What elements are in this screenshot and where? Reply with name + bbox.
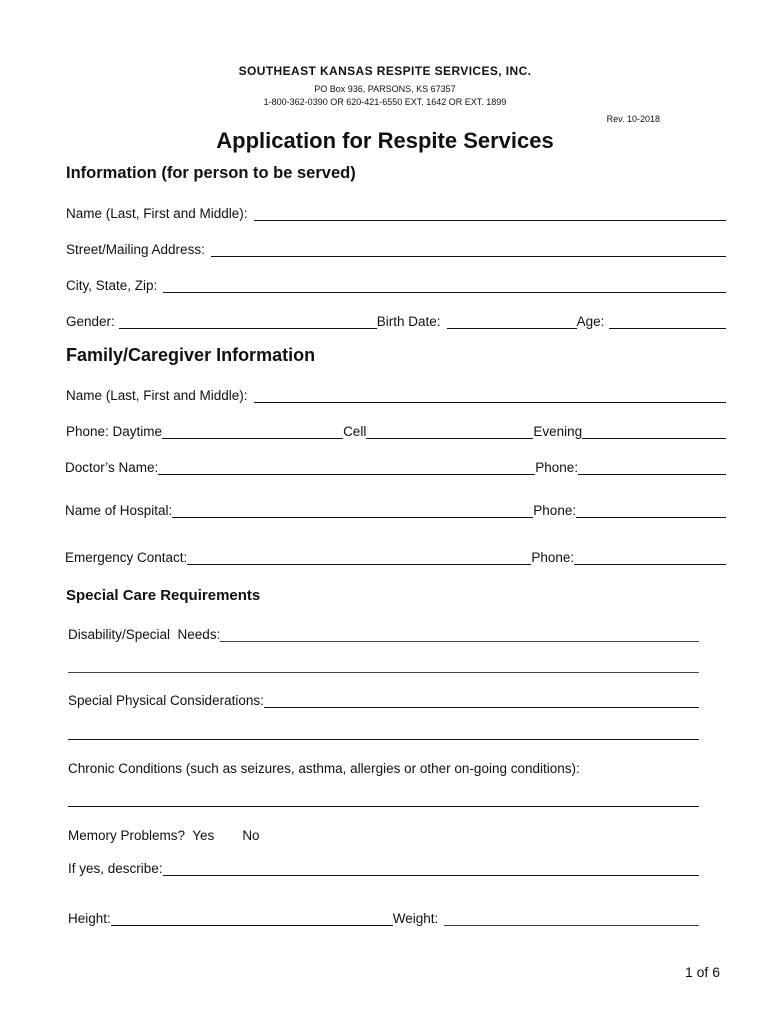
physical-row bbox=[68, 690, 699, 708]
person-city-field[interactable] bbox=[163, 278, 726, 293]
doctor-name-label: Doctor’s Name: bbox=[65, 460, 159, 475]
hospital-row bbox=[65, 500, 726, 518]
disability-label: Disability/Special Needs: bbox=[68, 627, 221, 642]
memory-problems-yes[interactable]: Memory Problems? Yes bbox=[68, 828, 215, 843]
person-name-label: Name (Last, First and Middle): bbox=[66, 206, 248, 221]
emergency-contact-label: Emergency Contact: bbox=[65, 550, 188, 565]
person-name-field[interactable] bbox=[254, 206, 726, 221]
emergency-row bbox=[65, 547, 726, 565]
hospital-phone-label: Phone: bbox=[533, 503, 577, 518]
chronic-row bbox=[68, 758, 699, 776]
describe-label: If yes, describe: bbox=[68, 861, 163, 876]
gender-field[interactable] bbox=[119, 314, 377, 329]
physical-extra-line[interactable] bbox=[68, 739, 699, 740]
gender-label: Gender: bbox=[66, 314, 115, 329]
person-address-row bbox=[66, 239, 726, 257]
organization-name: SOUTHEAST KANSAS RESPITE SERVICES, INC. bbox=[238, 64, 532, 78]
organization-address: PO Box 936, PARSONS, KS 67357 bbox=[314, 84, 456, 94]
physical-considerations-field[interactable] bbox=[264, 693, 699, 708]
describe-row bbox=[68, 858, 699, 876]
memory-problems-no[interactable]: No bbox=[242, 828, 260, 843]
section-heading-special-care: Special Care Requirements bbox=[66, 587, 261, 604]
height-label: Height: bbox=[68, 911, 111, 926]
doctor-row bbox=[65, 457, 726, 475]
weight-field[interactable] bbox=[444, 911, 699, 926]
cell-field[interactable] bbox=[366, 424, 533, 439]
disability-field[interactable] bbox=[220, 627, 699, 642]
hospital-name-field[interactable] bbox=[172, 503, 533, 518]
hospital-name-label: Name of Hospital: bbox=[65, 503, 173, 518]
doctor-phone-label: Phone: bbox=[535, 460, 579, 475]
evening-label: Evening bbox=[533, 424, 583, 439]
person-city-row bbox=[66, 275, 726, 293]
disability-row bbox=[68, 624, 699, 642]
memory-row bbox=[68, 825, 699, 843]
person-gender-row bbox=[66, 311, 726, 329]
person-city-label: City, State, Zip: bbox=[66, 278, 158, 293]
caregiver-phone-row bbox=[66, 421, 726, 439]
doctor-phone-field[interactable] bbox=[578, 460, 726, 475]
revision-label: Rev. 10-2018 bbox=[606, 114, 660, 124]
caregiver-name-label: Name (Last, First and Middle): bbox=[66, 388, 248, 403]
person-address-field[interactable] bbox=[211, 242, 726, 257]
evening-field[interactable] bbox=[582, 424, 726, 439]
birth-date-label: Birth Date: bbox=[376, 314, 441, 329]
person-name-row bbox=[66, 203, 726, 221]
age-field[interactable] bbox=[609, 314, 726, 329]
section-heading-person-info: Information (for person to be served) bbox=[66, 164, 356, 182]
section-heading-family: Family/Caregiver Information bbox=[66, 345, 316, 365]
describe-field[interactable] bbox=[163, 861, 699, 876]
hospital-phone-field[interactable] bbox=[576, 503, 726, 518]
page-number: 1 of 6 bbox=[684, 964, 720, 980]
form-title: Application for Respite Services bbox=[216, 128, 554, 153]
person-address-label: Street/Mailing Address: bbox=[66, 242, 205, 257]
emergency-phone-field[interactable] bbox=[574, 550, 726, 565]
phone-daytime-label: Phone: Daytime bbox=[66, 424, 163, 439]
emergency-phone-label: Phone: bbox=[531, 550, 575, 565]
phone-daytime-field[interactable] bbox=[162, 424, 343, 439]
height-weight-row bbox=[68, 908, 699, 926]
organization-phones: 1-800-362-0390 OR 620-421-6550 EXT. 1642 OR EXT. 1899 bbox=[263, 97, 507, 107]
physical-considerations-label: Special Physical Considerations: bbox=[68, 693, 264, 708]
height-field[interactable] bbox=[111, 911, 393, 926]
disability-extra-line[interactable] bbox=[68, 672, 699, 673]
age-label: Age: bbox=[576, 314, 605, 329]
doctor-name-field[interactable] bbox=[158, 460, 535, 475]
chronic-conditions-label: Chronic Conditions (such as seizures, asthma, allergies or other on-going conditions): bbox=[68, 761, 580, 776]
emergency-contact-field[interactable] bbox=[187, 550, 531, 565]
caregiver-name-field[interactable] bbox=[254, 388, 726, 403]
birth-date-field[interactable] bbox=[447, 314, 577, 329]
caregiver-name-row bbox=[66, 385, 726, 403]
weight-label: Weight: bbox=[392, 911, 439, 926]
cell-label: Cell bbox=[343, 424, 367, 439]
chronic-conditions-field[interactable] bbox=[68, 806, 699, 807]
